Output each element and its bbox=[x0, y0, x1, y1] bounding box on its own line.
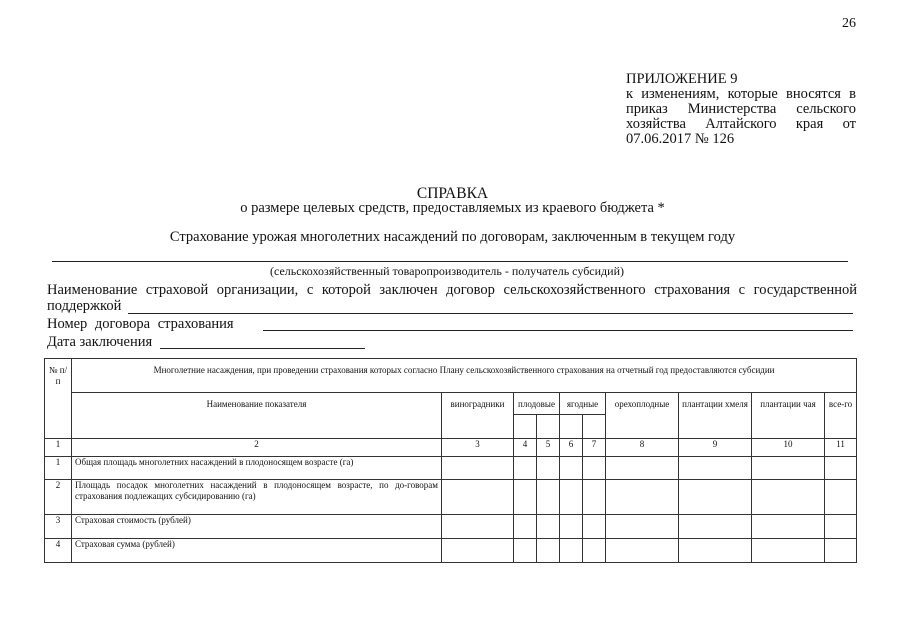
table-cell[interactable] bbox=[560, 515, 583, 539]
row-number: 3 bbox=[45, 515, 72, 539]
table-cell[interactable] bbox=[514, 539, 537, 563]
contract-date-field-line[interactable] bbox=[160, 348, 365, 349]
col-number: 9 bbox=[679, 439, 752, 457]
table-cell[interactable] bbox=[583, 457, 606, 480]
row-number: 1 bbox=[45, 457, 72, 480]
table-cell[interactable] bbox=[442, 539, 514, 563]
berry-subcolumn-b bbox=[583, 415, 606, 439]
table-cell[interactable] bbox=[514, 515, 537, 539]
producer-underline[interactable] bbox=[52, 261, 848, 262]
table-cell[interactable] bbox=[752, 457, 825, 480]
row-label: Площадь посадок многолетних насаждений в плодоносящем возрасте, по до-говорам страхования подлежащих субсидированию (га) bbox=[72, 480, 442, 515]
table-cell[interactable] bbox=[442, 457, 514, 480]
table-cell[interactable] bbox=[679, 539, 752, 563]
table-cell[interactable] bbox=[514, 457, 537, 480]
col-number: 1 bbox=[45, 439, 72, 457]
appendix-title: ПРИЛОЖЕНИЕ 9 bbox=[626, 71, 738, 87]
table-cell[interactable] bbox=[583, 539, 606, 563]
col-header-hops: плантации хмеля bbox=[679, 393, 752, 439]
col-number: 5 bbox=[537, 439, 560, 457]
table-cell[interactable] bbox=[679, 457, 752, 480]
table-cell[interactable] bbox=[825, 539, 857, 563]
table-cell[interactable] bbox=[752, 480, 825, 515]
fruit-subcolumn-b bbox=[537, 415, 560, 439]
indicator-header: Наименование показателя bbox=[72, 393, 442, 439]
col-number: 6 bbox=[560, 439, 583, 457]
insurer-field-line[interactable] bbox=[128, 313, 853, 314]
table-cell[interactable] bbox=[514, 480, 537, 515]
col-header-fruit: плодовые bbox=[514, 393, 560, 415]
table-cell[interactable] bbox=[583, 480, 606, 515]
table-cell[interactable] bbox=[560, 539, 583, 563]
document-title: СПРАВКА bbox=[416, 185, 489, 202]
table-cell[interactable] bbox=[825, 480, 857, 515]
table-row bbox=[45, 457, 857, 480]
row-label: Общая площадь многолетних насаждений в плодоносящем возрасте (га) bbox=[72, 457, 442, 480]
col-header-berry: ягодные bbox=[560, 393, 606, 415]
table-row bbox=[45, 515, 857, 539]
table-cell[interactable] bbox=[606, 480, 679, 515]
table-cell[interactable] bbox=[752, 539, 825, 563]
table-cell[interactable] bbox=[825, 515, 857, 539]
row-number: 4 bbox=[45, 539, 72, 563]
table-row bbox=[45, 539, 857, 563]
subsidy-table bbox=[44, 358, 857, 563]
col-header-vineyards: виноградники bbox=[442, 393, 514, 439]
table-row bbox=[45, 480, 857, 515]
table-cell[interactable] bbox=[560, 457, 583, 480]
contract-number-field-line[interactable] bbox=[263, 330, 853, 331]
table-cell[interactable] bbox=[606, 539, 679, 563]
document-subtitle: о размере целевых средств, предоставляемых из краевого бюджета * bbox=[240, 200, 665, 216]
col-number: 3 bbox=[442, 439, 514, 457]
table-cell[interactable] bbox=[442, 515, 514, 539]
table-cell[interactable] bbox=[537, 457, 560, 480]
row-label: Страховая стоимость (рублей) bbox=[72, 515, 442, 539]
table-cell[interactable] bbox=[752, 515, 825, 539]
producer-caption: (сельскохозяйственный товаропроизводитель - получатель субсидий) bbox=[270, 264, 624, 278]
table-cell[interactable] bbox=[825, 457, 857, 480]
document-subject: Страхование урожая многолетних насаждений по договорам, заключенным в текущем году bbox=[169, 229, 736, 245]
table-cell[interactable] bbox=[606, 515, 679, 539]
table-cell[interactable] bbox=[679, 515, 752, 539]
contract-number-label: Номер договора страхования bbox=[47, 316, 234, 332]
page-number: 26 bbox=[842, 16, 856, 31]
col-number: 4 bbox=[514, 439, 537, 457]
insurer-label-continued: поддержкой bbox=[47, 298, 122, 314]
num-header: № п/п bbox=[45, 359, 72, 439]
col-header-nuts: орехоплодные bbox=[606, 393, 679, 439]
col-header-total: все-го bbox=[825, 393, 857, 439]
table-cell[interactable] bbox=[537, 480, 560, 515]
berry-subcolumn-a bbox=[560, 415, 583, 439]
col-number: 11 bbox=[825, 439, 857, 457]
insurer-label: Наименование страховой организации, с которой заключен договор сельскохозяйственного страхования с государственной bbox=[47, 282, 857, 298]
col-number: 10 bbox=[752, 439, 825, 457]
fruit-subcolumn-a bbox=[514, 415, 537, 439]
table-cell[interactable] bbox=[537, 539, 560, 563]
col-number: 7 bbox=[583, 439, 606, 457]
appendix-text: к изменениям, которые вносятся в приказ Министерства сельского хозяйства Алтайского края от 07.06.2017 № 126 bbox=[626, 86, 856, 147]
table-cell[interactable] bbox=[606, 457, 679, 480]
table-cell[interactable] bbox=[679, 480, 752, 515]
table-cell[interactable] bbox=[560, 480, 583, 515]
appendix-block bbox=[626, 72, 856, 147]
table-cell[interactable] bbox=[583, 515, 606, 539]
col-number: 2 bbox=[72, 439, 442, 457]
row-number: 2 bbox=[45, 480, 72, 515]
table-cell[interactable] bbox=[537, 515, 560, 539]
col-number: 8 bbox=[606, 439, 679, 457]
plantings-header: Многолетние насаждения, при проведении страхования которых согласно Плану сельскохозяйственного страхования на отчетный год предоставляются субсидии bbox=[72, 359, 857, 393]
row-label: Страховая сумма (рублей) bbox=[72, 539, 442, 563]
table-cell[interactable] bbox=[442, 480, 514, 515]
col-header-tea: плантации чая bbox=[752, 393, 825, 439]
contract-date-label: Дата заключения bbox=[47, 334, 153, 350]
